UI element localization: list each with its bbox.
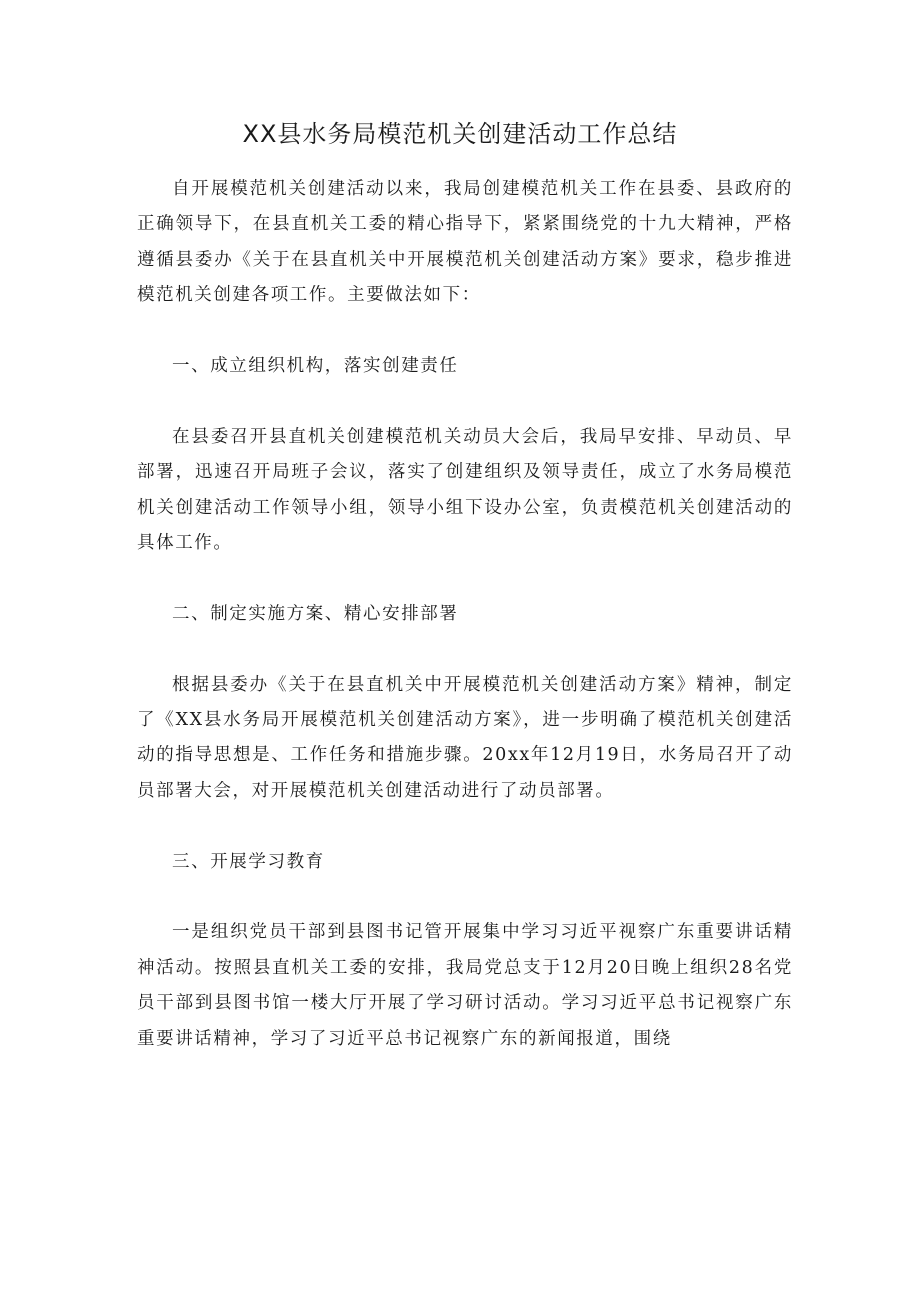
section-2-paragraph: 根据县委办《关于在县直机关中开展模范机关创建活动方案》精神，制定了《XX县水务局开展模范机关创建活动方案》，进一步明确了模范机关创建活动的指导思想是、工作任务和措施步骤。20xx年12月19日，水务局召开了动员部署大会，对开展模范机关创建活动进行了动员部署。 — [137, 674, 793, 801]
section-1-paragraph: 在县委召开县直机关创建模范机关动员大会后，我局早安排、早动员、早部署，迅速召开局班子会议，落实了创建组织及领导责任，成立了水务局模范机关创建活动工作领导小组，领导小组下设办公室，负责模范机关创建活动的具体工作。 — [137, 426, 793, 554]
section-heading-2: 二、制定实施方案、精心安排部署 — [172, 603, 459, 624]
section-heading-1: 一、成立组织机构，落实创建责任 — [172, 356, 459, 377]
section-3-paragraph: 一是组织党员干部到县图书记管开展集中学习习近平视察广东重要讲话精神活动。按照县直机关工委的安排，我局党总支于12月20日晚上组织28名党员干部到县图书馆一楼大厅开展了学习研讨活动。学习习近平总书记视察广东重要讲话精神，学习了习近平总书记视察广东的新闻报道，围绕 — [137, 922, 793, 1049]
section-heading-3: 三、开展学习教育 — [172, 851, 325, 872]
intro-paragraph: 自开展模范机关创建活动以来，我局创建模范机关工作在县委、县政府的正确领导下，在县直机关工委的精心指导下，紧紧围绕党的十九大精神，严格遵循县委办《关于在县直机关中开展模范机关创建活动方案》要求，稳步推进模范机关创建各项工作。主要做法如下： — [137, 179, 793, 306]
document-body — [137, 172, 793, 1092]
document-title: XX县水务局模范机关创建活动工作总结 — [242, 120, 678, 148]
